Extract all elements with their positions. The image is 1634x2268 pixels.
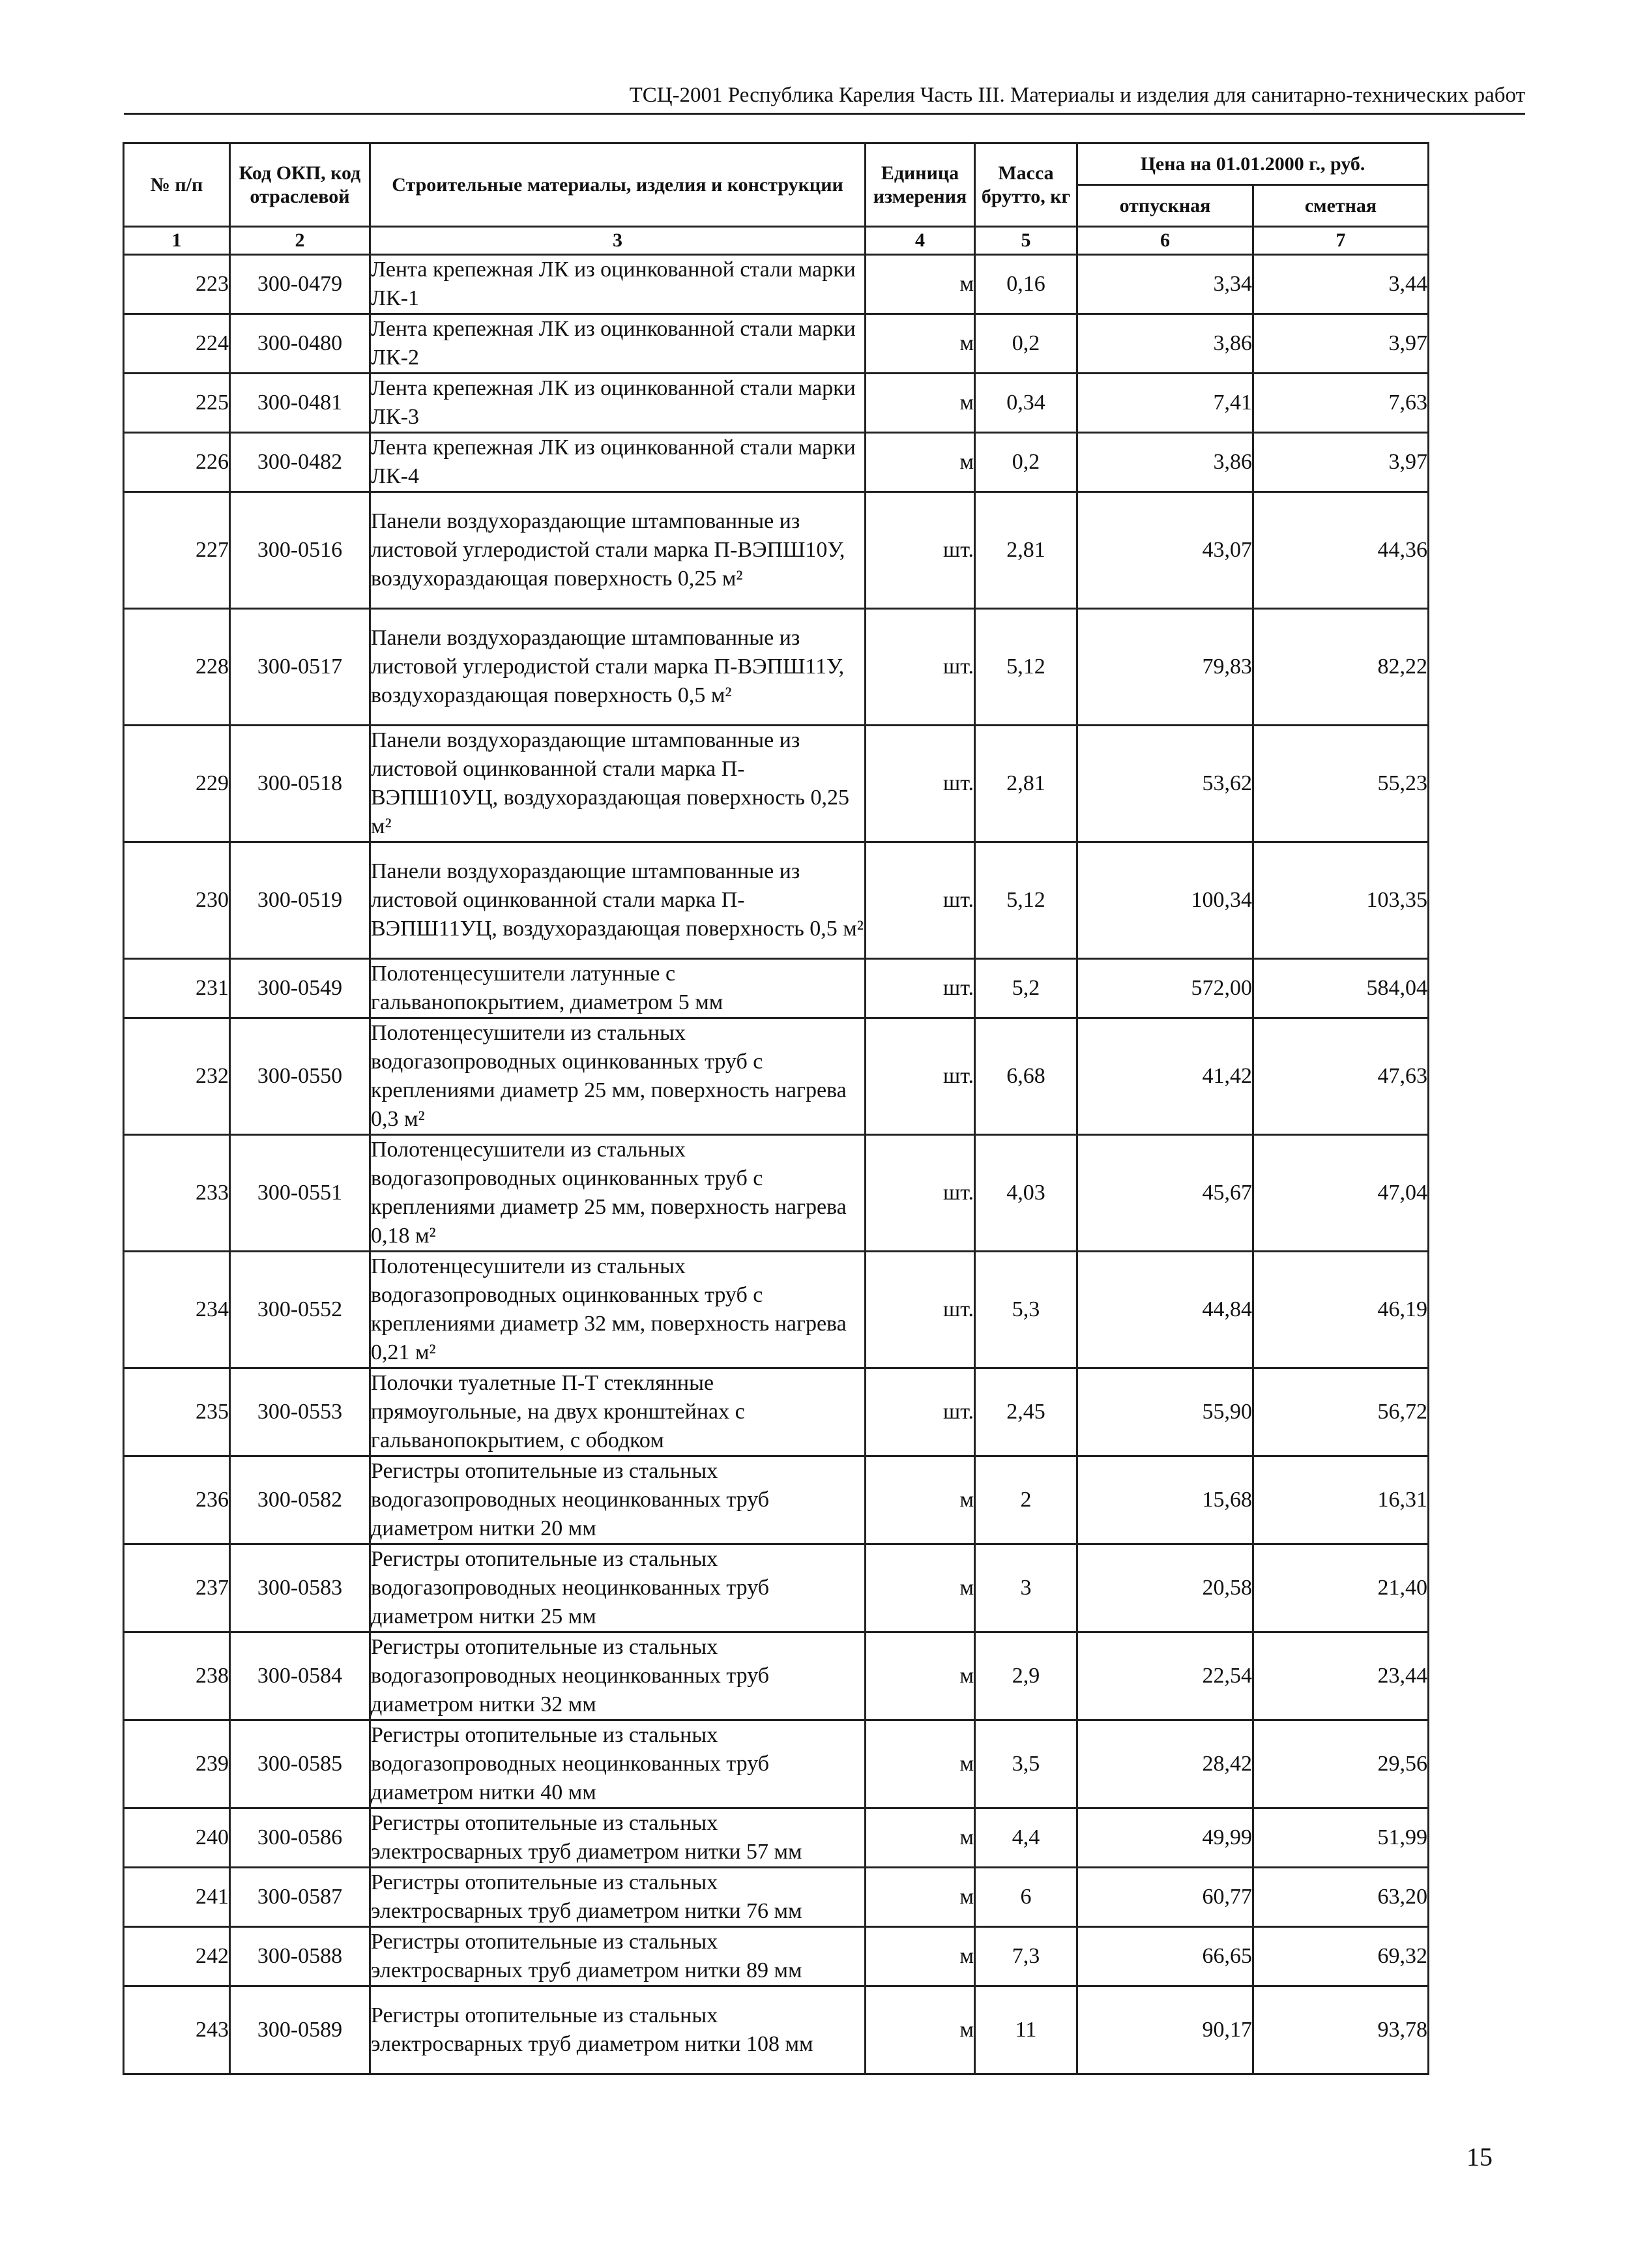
material-description: Лента крепежная ЛК из оцинкованной стали марки ЛК-2 [370,314,866,374]
material-description: Полочки туалетные П-Т стеклянные прямоугольные, на двух кронштейнах с гальванопокрытием, с ободком [370,1368,866,1456]
gross-mass: 0,34 [975,374,1077,433]
table-row [124,842,1429,959]
okp-code: 300-0553 [230,1368,370,1456]
table-row [124,1808,1429,1868]
header-rule [124,113,1525,115]
row-number: 240 [124,1808,230,1868]
estimate-price: 584,04 [1253,959,1429,1018]
gross-mass: 3 [975,1544,1077,1632]
estimate-price: 44,36 [1253,492,1429,609]
row-number: 235 [124,1368,230,1456]
release-price: 49,99 [1077,1808,1253,1868]
unit: м [866,1986,975,2074]
table-row [124,314,1429,374]
table-row [124,1632,1429,1720]
material-description: Полотенцесушители из стальных водогазопроводных оцинкованных труб с креплениями диаметр 32 мм, поверхность нагрева 0,21 м² [370,1252,866,1368]
unit: м [866,314,975,374]
unit: шт. [866,842,975,959]
estimate-price: 16,31 [1253,1456,1429,1544]
okp-code: 300-0550 [230,1018,370,1135]
estimate-price: 7,63 [1253,374,1429,433]
table-row [124,609,1429,726]
unit: м [866,1927,975,1986]
material-description: Полотенцесушители латунные с гальванопокрытием, диаметром 5 мм [370,959,866,1018]
release-price: 7,41 [1077,374,1253,433]
material-description: Полотенцесушители из стальных водогазопроводных оцинкованных труб с креплениями диаметр 25 мм, поверхность нагрева 0,18 м² [370,1135,866,1252]
column-number: 5 [975,227,1077,255]
unit: м [866,1720,975,1808]
table-row [124,1927,1429,1986]
release-price: 20,58 [1077,1544,1253,1632]
gross-mass: 5,3 [975,1252,1077,1368]
table-row [124,1368,1429,1456]
estimate-price: 47,04 [1253,1135,1429,1252]
release-price: 43,07 [1077,492,1253,609]
estimate-price: 23,44 [1253,1632,1429,1720]
okp-code: 300-0589 [230,1986,370,2074]
okp-code: 300-0480 [230,314,370,374]
material-description: Регистры отопительные из стальных электросварных труб диаметром нитки 76 мм [370,1868,866,1927]
unit: м [866,374,975,433]
release-price: 3,86 [1077,314,1253,374]
table-row [124,1456,1429,1544]
header-price-group: Цена на 01.01.2000 г., руб. [1077,143,1429,185]
unit: м [866,1632,975,1720]
column-number: 2 [230,227,370,255]
row-number: 226 [124,433,230,492]
estimate-price: 29,56 [1253,1720,1429,1808]
row-number: 225 [124,374,230,433]
okp-code: 300-0516 [230,492,370,609]
okp-code: 300-0518 [230,726,370,842]
release-price: 41,42 [1077,1018,1253,1135]
row-number: 230 [124,842,230,959]
unit: м [866,1868,975,1927]
gross-mass: 3,5 [975,1720,1077,1808]
gross-mass: 6,68 [975,1018,1077,1135]
gross-mass: 2,45 [975,1368,1077,1456]
header-code: Код ОКП, код отраслевой [230,143,370,227]
table-row [124,433,1429,492]
header-desc: Строительные материалы, изделия и конструкции [370,143,866,227]
estimate-price: 69,32 [1253,1927,1429,1986]
okp-code: 300-0482 [230,433,370,492]
material-description: Панели воздухораздающие штампованные из листовой оцинкованной стали марка П-ВЭПШ10УЦ, воздухораздающая поверхность 0,25 м² [370,726,866,842]
estimate-price: 63,20 [1253,1868,1429,1927]
material-description: Лента крепежная ЛК из оцинкованной стали марки ЛК-4 [370,433,866,492]
row-number: 236 [124,1456,230,1544]
gross-mass: 4,03 [975,1135,1077,1252]
release-price: 28,42 [1077,1720,1253,1808]
release-price: 3,86 [1077,433,1253,492]
gross-mass: 5,12 [975,609,1077,726]
unit: м [866,1808,975,1868]
release-price: 100,34 [1077,842,1253,959]
header-price-release: отпускная [1077,185,1253,227]
release-price: 53,62 [1077,726,1253,842]
material-description: Регистры отопительные из стальных водогазопроводных неоцинкованных труб диаметром нитки 20 мм [370,1456,866,1544]
estimate-price: 103,35 [1253,842,1429,959]
gross-mass: 4,4 [975,1808,1077,1868]
gross-mass: 5,2 [975,959,1077,1018]
material-description: Лента крепежная ЛК из оцинкованной стали марки ЛК-1 [370,255,866,314]
material-description: Регистры отопительные из стальных водогазопроводных неоцинкованных труб диаметром нитки 25 мм [370,1544,866,1632]
release-price: 3,34 [1077,255,1253,314]
gross-mass: 2,81 [975,492,1077,609]
column-number: 6 [1077,227,1253,255]
okp-code: 300-0586 [230,1808,370,1868]
release-price: 22,54 [1077,1632,1253,1720]
running-header: ТСЦ-2001 Республика Карелия Часть III. Материалы и изделия для санитарно-технических работ [629,83,1525,107]
okp-code: 300-0582 [230,1456,370,1544]
release-price: 572,00 [1077,959,1253,1018]
material-description: Панели воздухораздающие штампованные из листовой оцинкованной стали марка П-ВЭПШ11УЦ, воздухораздающая поверхность 0,5 м² [370,842,866,959]
table-row [124,374,1429,433]
table-row [124,1252,1429,1368]
material-description: Панели воздухораздающие штампованные из листовой углеродистой стали марка П-ВЭПШ10У, воздухораздающая поверхность 0,25 м² [370,492,866,609]
row-number: 237 [124,1544,230,1632]
row-number: 241 [124,1868,230,1927]
gross-mass: 0,2 [975,433,1077,492]
estimate-price: 82,22 [1253,609,1429,726]
row-number: 227 [124,492,230,609]
unit: м [866,1456,975,1544]
release-price: 44,84 [1077,1252,1253,1368]
unit: шт. [866,1368,975,1456]
table-row [124,1544,1429,1632]
okp-code: 300-0552 [230,1252,370,1368]
row-number: 234 [124,1252,230,1368]
unit: шт. [866,492,975,609]
release-price: 55,90 [1077,1368,1253,1456]
material-description: Регистры отопительные из стальных электросварных труб диаметром нитки 57 мм [370,1808,866,1868]
table-header [124,143,1429,255]
table-row [124,1720,1429,1808]
table-row [124,1135,1429,1252]
okp-code: 300-0588 [230,1927,370,1986]
unit: м [866,1544,975,1632]
gross-mass: 2,81 [975,726,1077,842]
page-number: 15 [1466,2142,1493,2172]
row-number: 232 [124,1018,230,1135]
table-row [124,492,1429,609]
materials-table [123,142,1429,2075]
estimate-price: 51,99 [1253,1808,1429,1868]
column-number: 1 [124,227,230,255]
gross-mass: 2,9 [975,1632,1077,1720]
unit: м [866,433,975,492]
okp-code: 300-0517 [230,609,370,726]
table-row [124,959,1429,1018]
estimate-price: 46,19 [1253,1252,1429,1368]
table-row [124,1868,1429,1927]
table-row [124,255,1429,314]
gross-mass: 7,3 [975,1927,1077,1986]
unit: шт. [866,609,975,726]
gross-mass: 5,12 [975,842,1077,959]
unit: шт. [866,726,975,842]
material-description: Регистры отопительные из стальных водогазопроводных неоцинкованных труб диаметром нитки 32 мм [370,1632,866,1720]
okp-code: 300-0519 [230,842,370,959]
okp-code: 300-0587 [230,1868,370,1927]
estimate-price: 3,97 [1253,314,1429,374]
header-price-estimate: сметная [1253,185,1429,227]
unit: шт. [866,1252,975,1368]
table-row [124,726,1429,842]
okp-code: 300-0549 [230,959,370,1018]
row-number: 224 [124,314,230,374]
unit: шт. [866,1135,975,1252]
header-unit: Единица измерения [866,143,975,227]
okp-code: 300-0584 [230,1632,370,1720]
material-description: Лента крепежная ЛК из оцинкованной стали марки ЛК-3 [370,374,866,433]
material-description: Панели воздухораздающие штампованные из листовой углеродистой стали марка П-ВЭПШ11У, воздухораздающая поверхность 0,5 м² [370,609,866,726]
okp-code: 300-0481 [230,374,370,433]
unit: шт. [866,1018,975,1135]
gross-mass: 6 [975,1868,1077,1927]
estimate-price: 47,63 [1253,1018,1429,1135]
estimate-price: 55,23 [1253,726,1429,842]
okp-code: 300-0585 [230,1720,370,1808]
row-number: 223 [124,255,230,314]
release-price: 90,17 [1077,1986,1253,2074]
unit: шт. [866,959,975,1018]
row-number: 229 [124,726,230,842]
gross-mass: 0,2 [975,314,1077,374]
material-description: Регистры отопительные из стальных электросварных труб диаметром нитки 89 мм [370,1927,866,1986]
estimate-price: 56,72 [1253,1368,1429,1456]
row-number: 238 [124,1632,230,1720]
estimate-price: 3,97 [1253,433,1429,492]
estimate-price: 21,40 [1253,1544,1429,1632]
okp-code: 300-0583 [230,1544,370,1632]
header-num: № п/п [124,143,230,227]
release-price: 60,77 [1077,1868,1253,1927]
okp-code: 300-0479 [230,255,370,314]
column-number: 4 [866,227,975,255]
column-number: 3 [370,227,866,255]
column-number: 7 [1253,227,1429,255]
gross-mass: 2 [975,1456,1077,1544]
material-description: Регистры отопительные из стальных электросварных труб диаметром нитки 108 мм [370,1986,866,2074]
row-number: 233 [124,1135,230,1252]
row-number: 243 [124,1986,230,2074]
row-number: 239 [124,1720,230,1808]
row-number: 231 [124,959,230,1018]
estimate-price: 3,44 [1253,255,1429,314]
release-price: 79,83 [1077,609,1253,726]
release-price: 66,65 [1077,1927,1253,1986]
gross-mass: 0,16 [975,255,1077,314]
unit: м [866,255,975,314]
release-price: 15,68 [1077,1456,1253,1544]
row-number: 242 [124,1927,230,1986]
release-price: 45,67 [1077,1135,1253,1252]
gross-mass: 11 [975,1986,1077,2074]
table-row [124,1986,1429,2074]
estimate-price: 93,78 [1253,1986,1429,2074]
material-description: Регистры отопительные из стальных водогазопроводных неоцинкованных труб диаметром нитки 40 мм [370,1720,866,1808]
header-mass: Масса брутто, кг [975,143,1077,227]
okp-code: 300-0551 [230,1135,370,1252]
table-row [124,1018,1429,1135]
material-description: Полотенцесушители из стальных водогазопроводных оцинкованных труб с креплениями диаметр 25 мм, поверхность нагрева 0,3 м² [370,1018,866,1135]
row-number: 228 [124,609,230,726]
